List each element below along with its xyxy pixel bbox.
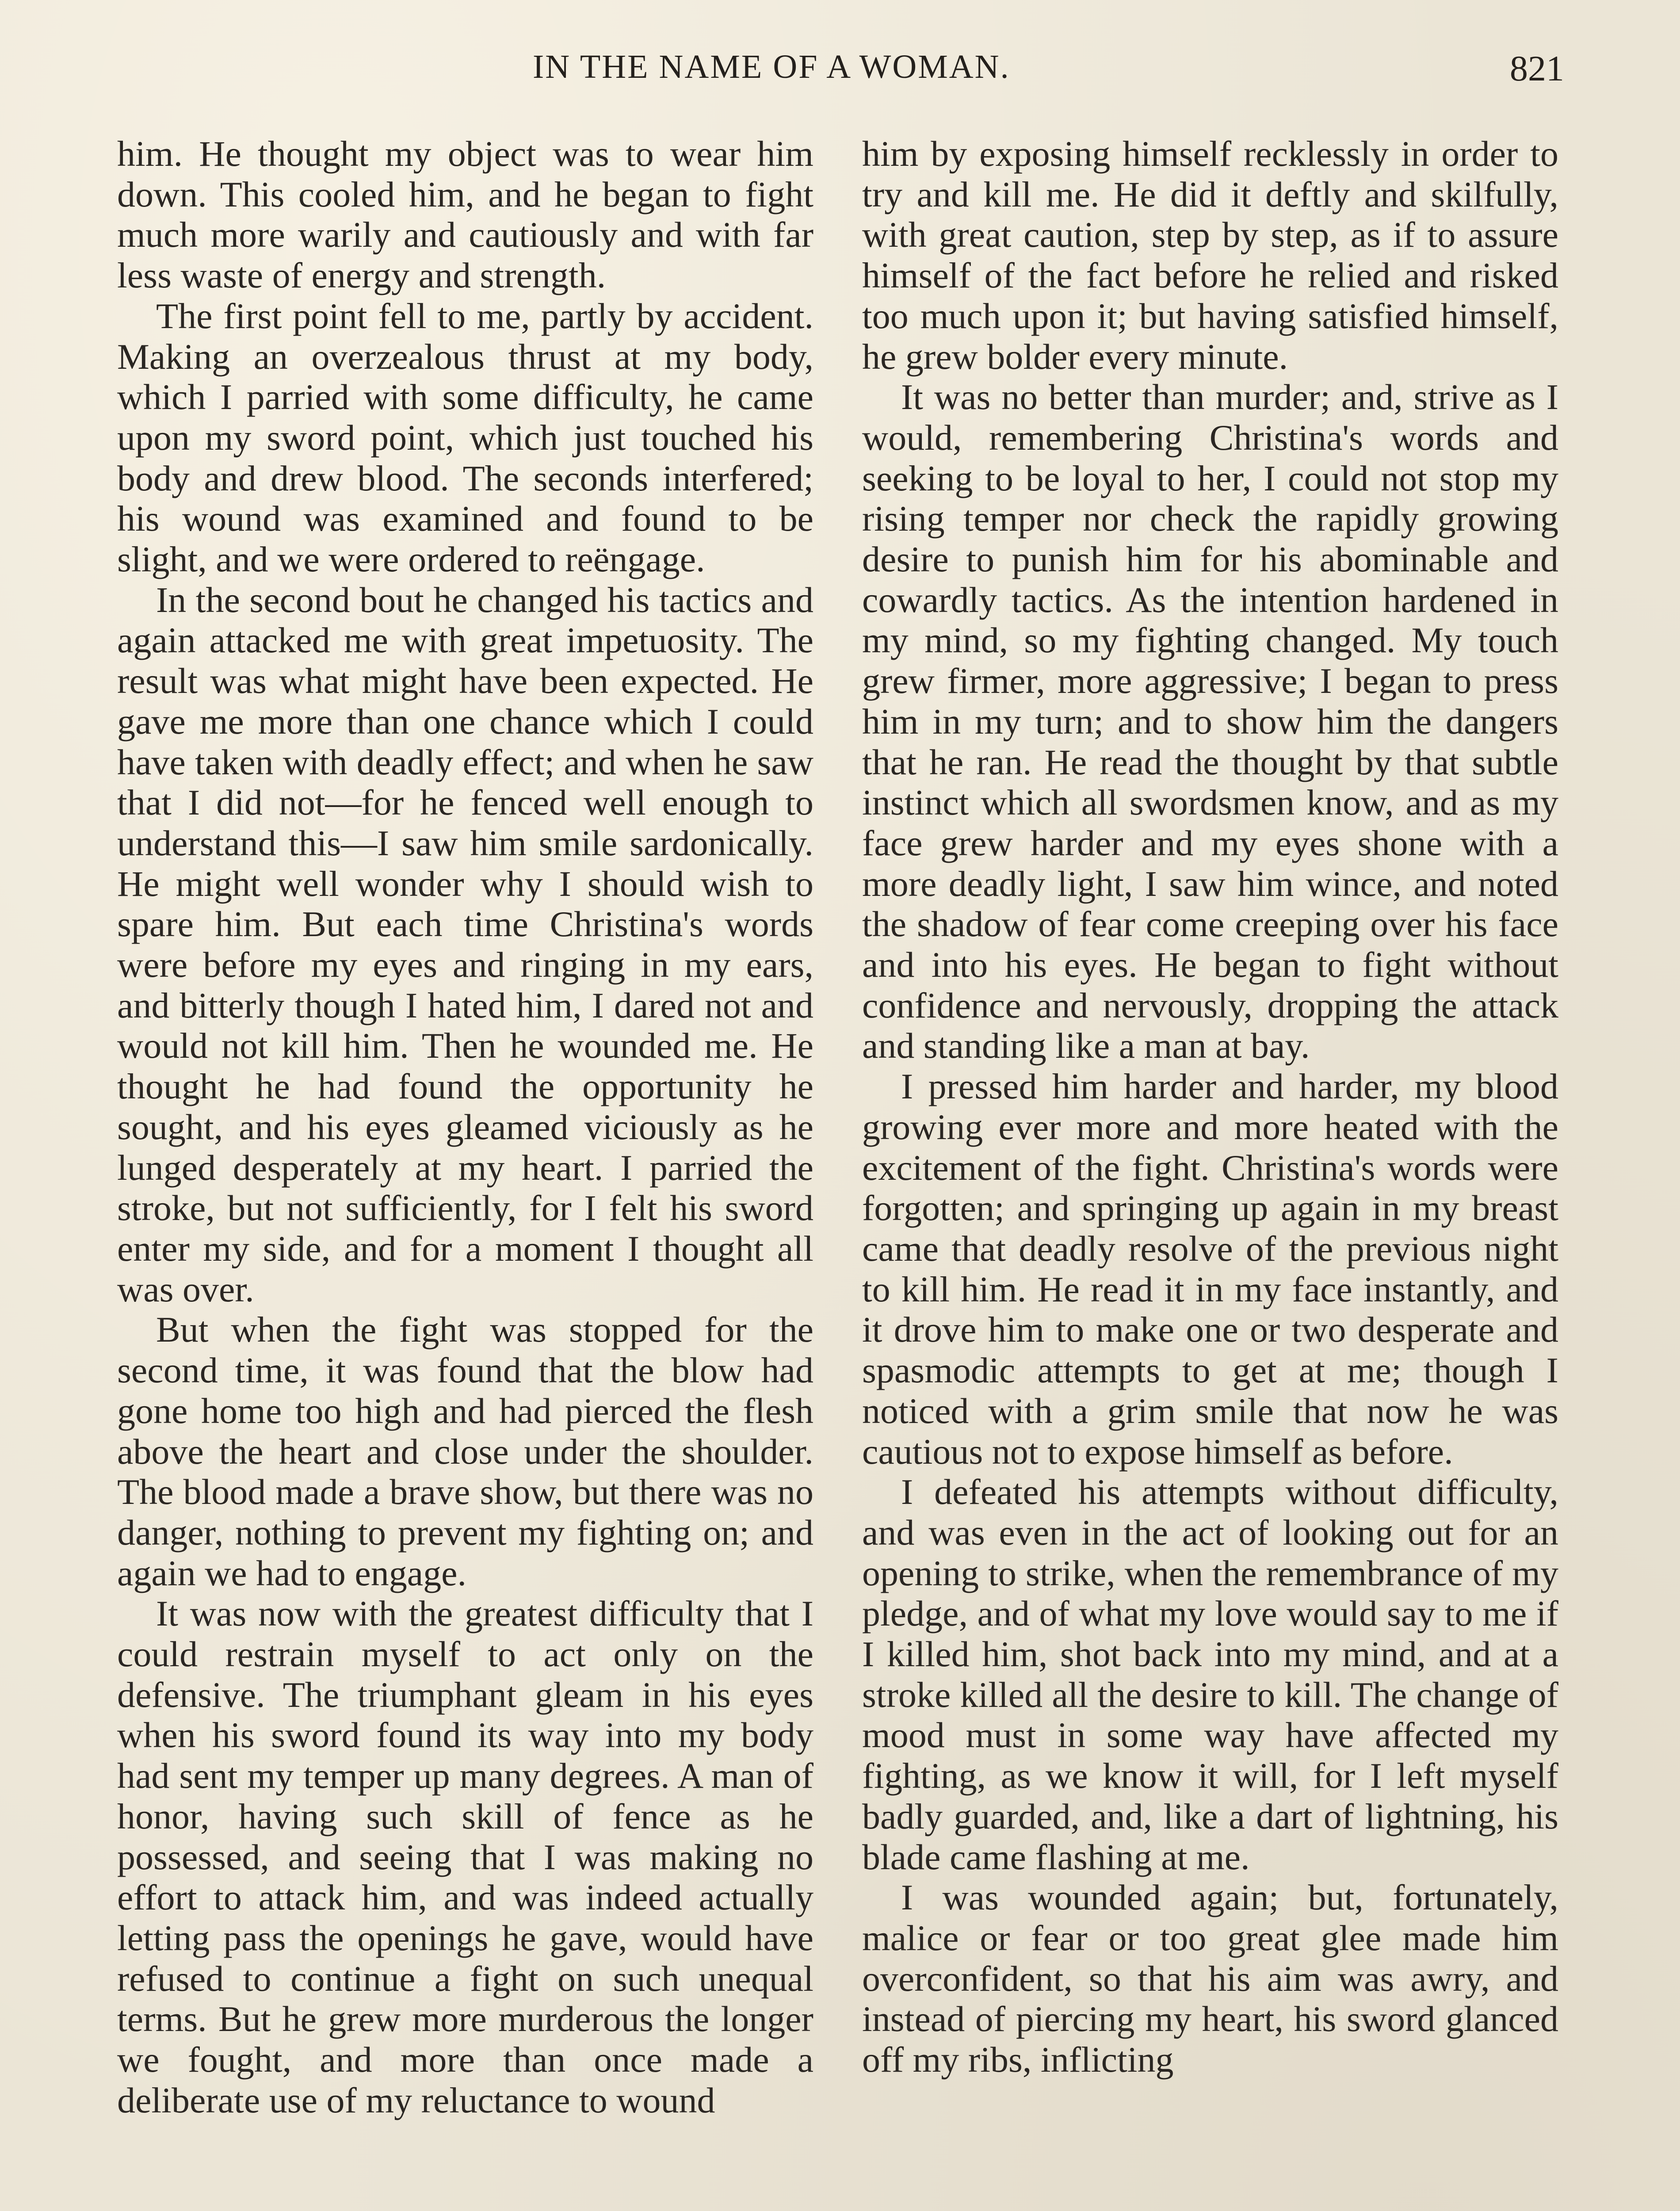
paragraph: The first point fell to me, partly by accident. Making an overzealous thrust at my body, which I parried with some difficulty, he came upon my sword point, which just touched his body and drew blood. The seconds interfered; his wound was examined and found to be slight, and we were ordered to reëngage. (117, 295, 813, 580)
paragraph: In the second bout he changed his tactics and again attacked me with great impetuosity. The result was what might have been expected. He gave me more than one chance which I could have taken with deadly effect; and when he saw that I did not—for he fenced well enough to understand this—I saw him smile sardonically. He might well wonder why I should wish to spare him. But each time Christina's words were before my eyes and ringing in my ears, and bitterly though I hated him, I dared not and would not kill him. Then he wounded me. He thought he had found the opportunity he sought, and his eyes gleamed viciously as he lunged desperately at my heart. I parried the stroke, but not sufficiently, for I felt his sword enter my side, and for a moment I thought all was over. (117, 579, 813, 1309)
paragraph: It was no better than murder; and, strive as I would, remembering Christina's words and seeking to be loyal to her, I could not stop my rising temper nor check the rapidly growing desire to punish him for his abominable and cowardly tactics. As the intention hardened in my mind, so my fighting changed. My touch grew firmer, more aggressive; I began to press him in my turn; and to show him the dangers that he ran. He read the thought by that subtle instinct which all swordsmen know, and as my face grew harder and my eyes shone with a more deadly light, I saw him wince, and noted the shadow of fear come creeping over his face and into his eyes. He began to fight without confidence and nervously, dropping the attack and standing like a man at bay. (862, 377, 1558, 1066)
paragraph: It was now with the greatest difficulty that I could restrain myself to act only on the defensive. The triumphant gleam in his eyes when his sword found its way into my body had sent my temper up many degrees. A man of honor, having such skill of fence as he possessed, and seeing that I was making no effort to attack him, and was indeed actually letting pass the openings he gave, would have refused to continue a fight on such unequal terms. But he grew more murderous the longer we fought, and more than once made a deliberate use of my reluctance to wound (117, 1593, 813, 2120)
paragraph: I was wounded again; but, fortunately, malice or fear or too great glee made him overconfident, so that his aim was awry, and instead of piercing my heart, his sword glanced off my ribs, inflicting (862, 1877, 1558, 2080)
page-number: 821 (1510, 48, 1564, 88)
paragraph: But when the fight was stopped for the second time, it was found that the blow had gone home too high and had pierced the flesh above the heart and close under the shoulder. The blood made a brave show, but there was no danger, nothing to prevent my fighting on; and again we had to engage. (117, 1309, 813, 1593)
left-text-column (117, 134, 813, 2120)
paragraph: him. He thought my object was to wear him down. This cooled him, and he began to fight much more warily and cautiously and with far less waste of energy and strength. (117, 134, 813, 296)
paragraph: I defeated his attempts without difficulty, and was even in the act of looking out for an opening to strike, when the remembrance of my pledge, and of what my love would say to me if I killed him, shot back into my mind, and at a stroke killed all the desire to kill. The change of mood must in some way have affected my fighting, as we know it will, for I left myself badly guarded, and, like a dart of lightning, his blade came flashing at me. (862, 1472, 1558, 1877)
paragraph: I pressed him harder and harder, my blood growing ever more and more heated with the excitement of the fight. Christina's words were forgotten; and springing up again in my breast came that deadly resolve of the previous night to kill him. He read it in my face instantly, and it drove him to make one or two desperate and spasmodic attempts to get at me; though I noticed with a grim smile that now he was cautious not to expose himself as before. (862, 1066, 1558, 1472)
paragraph: him by exposing himself recklessly in order to try and kill me. He did it deftly and skilfully, with great caution, step by step, as if to assure himself of the fact before he relied and risked too much upon it; but having satisfied himself, he grew bolder every minute. (862, 134, 1558, 377)
right-text-column (862, 134, 1558, 2080)
running-title: IN THE NAME OF A WOMAN. (533, 48, 1010, 85)
